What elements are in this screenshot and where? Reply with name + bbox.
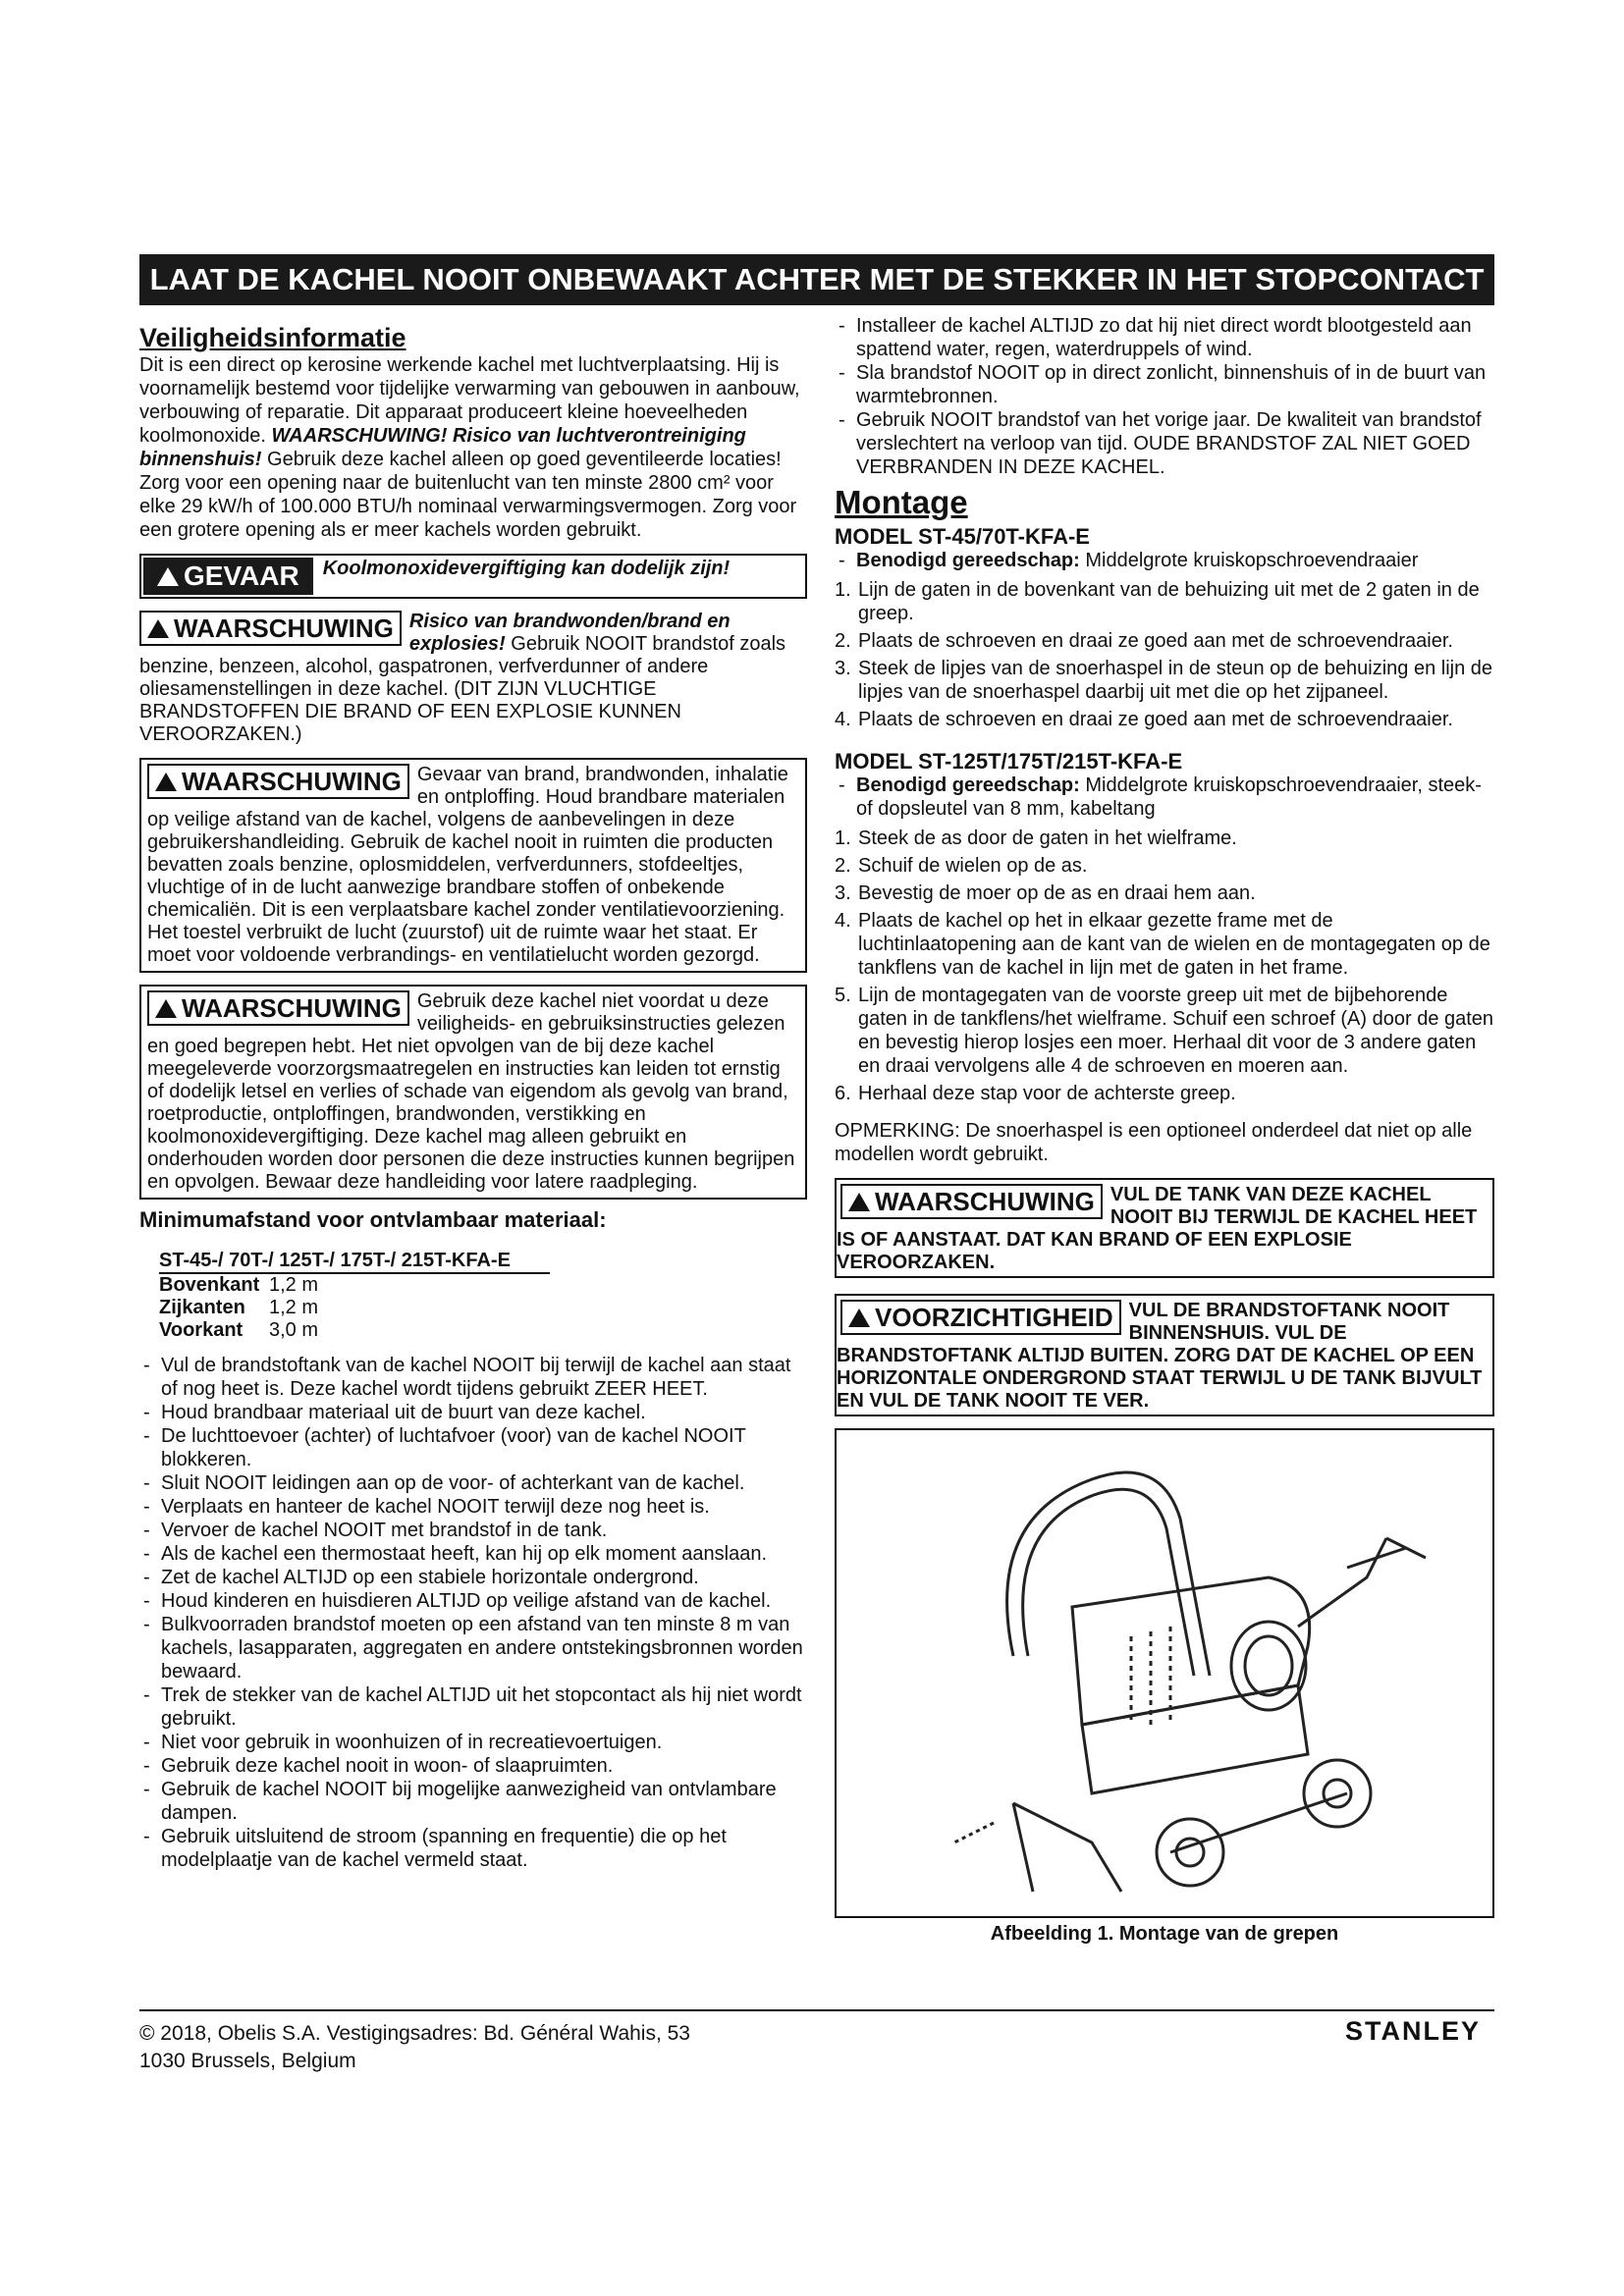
warning-text-fire: Gevaar van brand, brandwonden, inhalatie en ontploffing. Houd brandbare materialen op veilige afstand van de kachel, volgens de aanbevelingen in deze gebruikershandleiding. Gebruik de kachel nooit in ruimten die producten bevatten zoals benzine, oplosmiddelen, verfverdunners, stofdeeltjes, vluchtige of in de lucht aanwezige brandbare stoffen of onbekende chemicaliën. Dit is een verplaatsbare kachel zonder ventilatievoorziening. Het toestel verbruikt de lucht (zuurstof) uit de ruimte waar het staat. Er moet voor voldoende verbrandings- en ventilatielucht worden gezorgd.: [147, 764, 788, 966]
model-title: MODEL ST-45/70T-KFA-E: [835, 524, 1090, 549]
model-title: MODEL ST-125T/175T/215T-KFA-E: [835, 749, 1183, 774]
list-item: - Sla brandstof NOOIT op in direct zonlicht, binnenshuis of in de buurt van warmtebronnen.: [835, 361, 1494, 408]
list-item: - Houd brandbaar materiaal uit de buurt van deze kachel.: [139, 1401, 807, 1424]
right-column: [835, 314, 1494, 1946]
storage-bullets: [835, 314, 1494, 479]
list-item: 4. Plaats de kachel op het in elkaar gezette frame met de luchtinlaatopening aan de kant van de wielen en de montagegaten op de tankflens van de kachel in lijn met de gaten in het frame.: [835, 910, 1490, 979]
warning-box-fuel: [139, 611, 807, 746]
distance-table: [159, 1250, 807, 1342]
list-item: 5. Lijn de montagegaten van de voorste greep uit met de bijbehorende gaten in de tankflens/het wielframe. Schuif een schroef (A) door de gaten en bevestig hierop losjes een moer. Herhaal dit voor de 3 andere gaten en draai vervolgens alle 4 de schroeven en moeren aan.: [835, 985, 1494, 1077]
section-title-safety: Veiligheidsinformatie: [139, 323, 406, 352]
tools-list: [835, 549, 1494, 572]
list-item: - Verplaats en hanteer de kachel NOOIT terwijl deze nog heet is.: [139, 1495, 807, 1519]
warning-banner: LAAT DE KACHEL NOOIT ONBEWAAKT ACHTER MET DE STEKKER IN HET STOPCONTACT: [139, 254, 1494, 305]
list-item: 6. Herhaal deze stap voor de achterste greep.: [835, 1083, 1236, 1104]
warning-triangle-icon: [155, 773, 177, 791]
list-item: - De luchttoevoer (achter) of luchtafvoer (voor) van de kachel NOOIT blokkeren.: [139, 1424, 807, 1471]
list-item: - Vervoer de kachel NOOIT met brandstof in de tank.: [139, 1519, 807, 1542]
list-item: - Vul de brandstoftank van de kachel NOOIT bij terwijl de kachel aan staat of nog heet is. Deze kachel wordt tijdens gebruikt ZEER HEET.: [139, 1354, 807, 1401]
warning-triangle-icon: [147, 619, 169, 638]
warning-triangle-icon: [157, 567, 179, 586]
caution-badge: VOORZICHTIGHEID: [840, 1300, 1121, 1335]
distance-models: ST-45-/ 70T-/ 125T-/ 175T-/ 215T-KFA-E: [159, 1250, 550, 1274]
list-item: - Als de kachel een thermostaat heeft, kan hij op elk moment aanslaan.: [139, 1542, 807, 1566]
assembly-figure: [835, 1428, 1494, 1918]
warning-box-fire: [139, 758, 807, 973]
list-item: - Benodigd gereedschap: Middelgrote kruiskopschroevendraaier: [835, 549, 1494, 572]
list-item: - Trek de stekker van de kachel ALTIJD uit het stopcontact als hij niet wordt gebruikt.: [139, 1683, 807, 1731]
footer-address: © 2018, Obelis S.A. Vestigingsadres: Bd. Général Wahis, 53 1030 Brussels, Belgium: [139, 2022, 690, 2072]
list-item: - Gebruik NOOIT brandstof van het vorige jaar. De kwaliteit van brandstof verslechtert na verloop van tijd. OUDE BRANDSTOF ZAL NIET GOED VERBRANDEN IN DEZE KACHEL.: [835, 408, 1494, 479]
list-item: 4. Plaats de schroeven en draai ze goed aan met de schroevendraaier.: [835, 709, 1453, 730]
warning-badge: WAARSCHUWING: [139, 611, 402, 646]
caution-box: [835, 1294, 1494, 1416]
assembly-steps: [835, 578, 1494, 731]
list-item: - Benodigd gereedschap: Middelgrote kruiskopschroevendraaier, steek- of dopsleutel van 8 mm, kabeltang: [835, 774, 1494, 821]
min-distance-title: Minimumafstand voor ontvlambaar materiaal:: [139, 1207, 607, 1232]
warning-text-refuel: VUL DE TANK VAN DEZE KACHEL NOOIT BIJ TERWIJL DE KACHEL HEET IS OF AANSTAAT. DAT KAN BRAND OF EEN EXPLOSIE VEROORZAKEN.: [837, 1184, 1478, 1273]
list-item: 3. Bevestig de moer op de as en draai hem aan.: [835, 882, 1256, 904]
warning-triangle-icon: [848, 1193, 870, 1211]
footer-rule: [139, 2009, 1494, 2011]
tools-list: [835, 774, 1494, 821]
safety-bullets: [139, 1354, 807, 1872]
list-item: - Bulkvoorraden brandstof moeten op een afstand van ten minste 8 m van kachels, lasapparaten, aggregaten en andere ontstekingsbronnen worden bewaard.: [139, 1613, 807, 1683]
danger-box: [139, 554, 807, 599]
left-column: [139, 314, 807, 1872]
warning-box-refuel: [835, 1178, 1494, 1278]
list-item: - Gebruik de kachel NOOIT bij mogelijke aanwezigheid van ontvlambare dampen.: [139, 1778, 807, 1825]
warning-badge: WAARSCHUWING: [840, 1184, 1103, 1219]
list-item: 3. Steek de lipjes van de snoerhaspel in de steun op de behuizing en lijn de lipjes van de snoerhaspel daarbij uit met die op het zijpaneel.: [835, 658, 1493, 703]
heater-drawing: [837, 1430, 1492, 1912]
warning-triangle-icon: [155, 999, 177, 1018]
distance-row: Voorkant 3,0 m: [159, 1319, 319, 1341]
distance-row: Bovenkant 1,2 m: [159, 1274, 319, 1296]
danger-badge: GEVAAR: [143, 558, 313, 595]
figure-caption: Afbeelding 1. Montage van de grepen: [990, 1923, 1339, 1945]
list-item: - Sluit NOOIT leidingen aan op de voor- of achterkant van de kachel.: [139, 1471, 807, 1495]
note-text: OPMERKING: De snoerhaspel is een optioneel onderdeel dat niet op alle modellen wordt gebruikt.: [835, 1120, 1473, 1165]
caution-text: VUL DE BRANDSTOFTANK NOOIT BINNENSHUIS. VUL DE BRANDSTOFTANK ALTIJD BUITEN. ZORG DAT DE KACHEL OP EEN HORIZONTALE ONDERGROND STAAT TERWIJL U DE TANK BIJVULT EN VUL DE TANK NOOIT TE VER.: [837, 1300, 1483, 1412]
list-item: - Gebruik uitsluitend de stroom (spanning en frequentie) die op het modelplaatje van de kachel vermeld staat.: [139, 1825, 807, 1872]
list-item: 1. Lijn de gaten in de bovenkant van de behuizing uit met de 2 gaten in de greep.: [835, 579, 1480, 624]
list-item: - Gebruik deze kachel nooit in woon- of slaapruimten.: [139, 1754, 807, 1778]
list-item: - Niet voor gebruik in woonhuizen of in recreatievoertuigen.: [139, 1731, 807, 1754]
warning-text-instructions: Gebruik deze kachel niet voordat u deze veiligheids- en gebruiksinstructies gelezen en goed begrepen hebt. Het niet opvolgen van de bij deze kachel meegeleverde voorzorgsmaatregelen en instructies kan leiden tot ernstig of dodelijk letsel en verlies of schade van eigendom als gevolg van brand, roetproductie, ontploffingen, brandwonden, verstikking en koolmonoxidevergiftiging. Deze kachel mag alleen gebruikt en onderhouden worden door personen die deze instructies kunnen begrijpen en opvolgen. Bewaar deze handleiding voor latere raadpleging.: [147, 990, 795, 1193]
list-item: 1. Steek de as door de gaten in het wielframe.: [835, 828, 1237, 849]
warning-badge: WAARSCHUWING: [147, 764, 409, 799]
stanley-logo: STANLEY: [1345, 2016, 1482, 2046]
distance-row: Zijkanten 1,2 m: [159, 1297, 319, 1318]
list-item: 2. Plaats de schroeven en draai ze goed aan met de schroevendraaier.: [835, 630, 1453, 652]
list-item: - Houd kinderen en huisdieren ALTIJD op veilige afstand van de kachel.: [139, 1589, 807, 1613]
section-title-montage: Montage: [835, 484, 968, 520]
warning-text-fuel: Risico van brandwonden/brand en explosies! Gebruik NOOIT brandstof zoals benzine, benzeen, alcohol, gaspatronen, verfverdunner of andere oliesamenstellingen in deze kachel. (DIT ZIJN VLUCHTIGE BRANDSTOFFEN DIE BRAND OF EEN EXPLOSIE KUNNEN VEROORZAKEN.): [139, 611, 786, 745]
list-item: 2. Schuif de wielen op de as.: [835, 855, 1088, 877]
warning-triangle-icon: [848, 1308, 870, 1327]
assembly-steps: [835, 827, 1494, 1105]
warning-box-instructions: [139, 985, 807, 1200]
list-item: - Installeer de kachel ALTIJD zo dat hij niet direct wordt blootgesteld aan spattend water, regen, waterdruppels of wind.: [835, 314, 1494, 361]
warning-badge: WAARSCHUWING: [147, 990, 409, 1026]
intro-paragraph: Dit is een direct op kerosine werkende kachel met luchtverplaatsing. Hij is voornamelijk bestemd voor tijdelijke verwarming van gebouwen in aanbouw, verbouwing of reparatie. Dit apparaat produceert kleine hoeveelheden koolmonoxide. WAARSCHUWING! Risico van luchtverontreiniging binnenshuis! Gebruik deze kachel alleen op goed geventileerde locaties! Zorg voor een opening naar de buitenlucht van ten minste 2800 cm² voor elke 29 kW/h of 100.000 BTU/h nominaal verwarmingsvermogen. Zorg voor een grotere opening als er meer kachels worden gebruikt.: [139, 354, 800, 541]
list-item: - Zet de kachel ALTIJD op een stabiele horizontale ondergrond.: [139, 1566, 807, 1589]
danger-text: Koolmonoxidevergiftiging kan dodelijk zijn!: [322, 558, 731, 579]
